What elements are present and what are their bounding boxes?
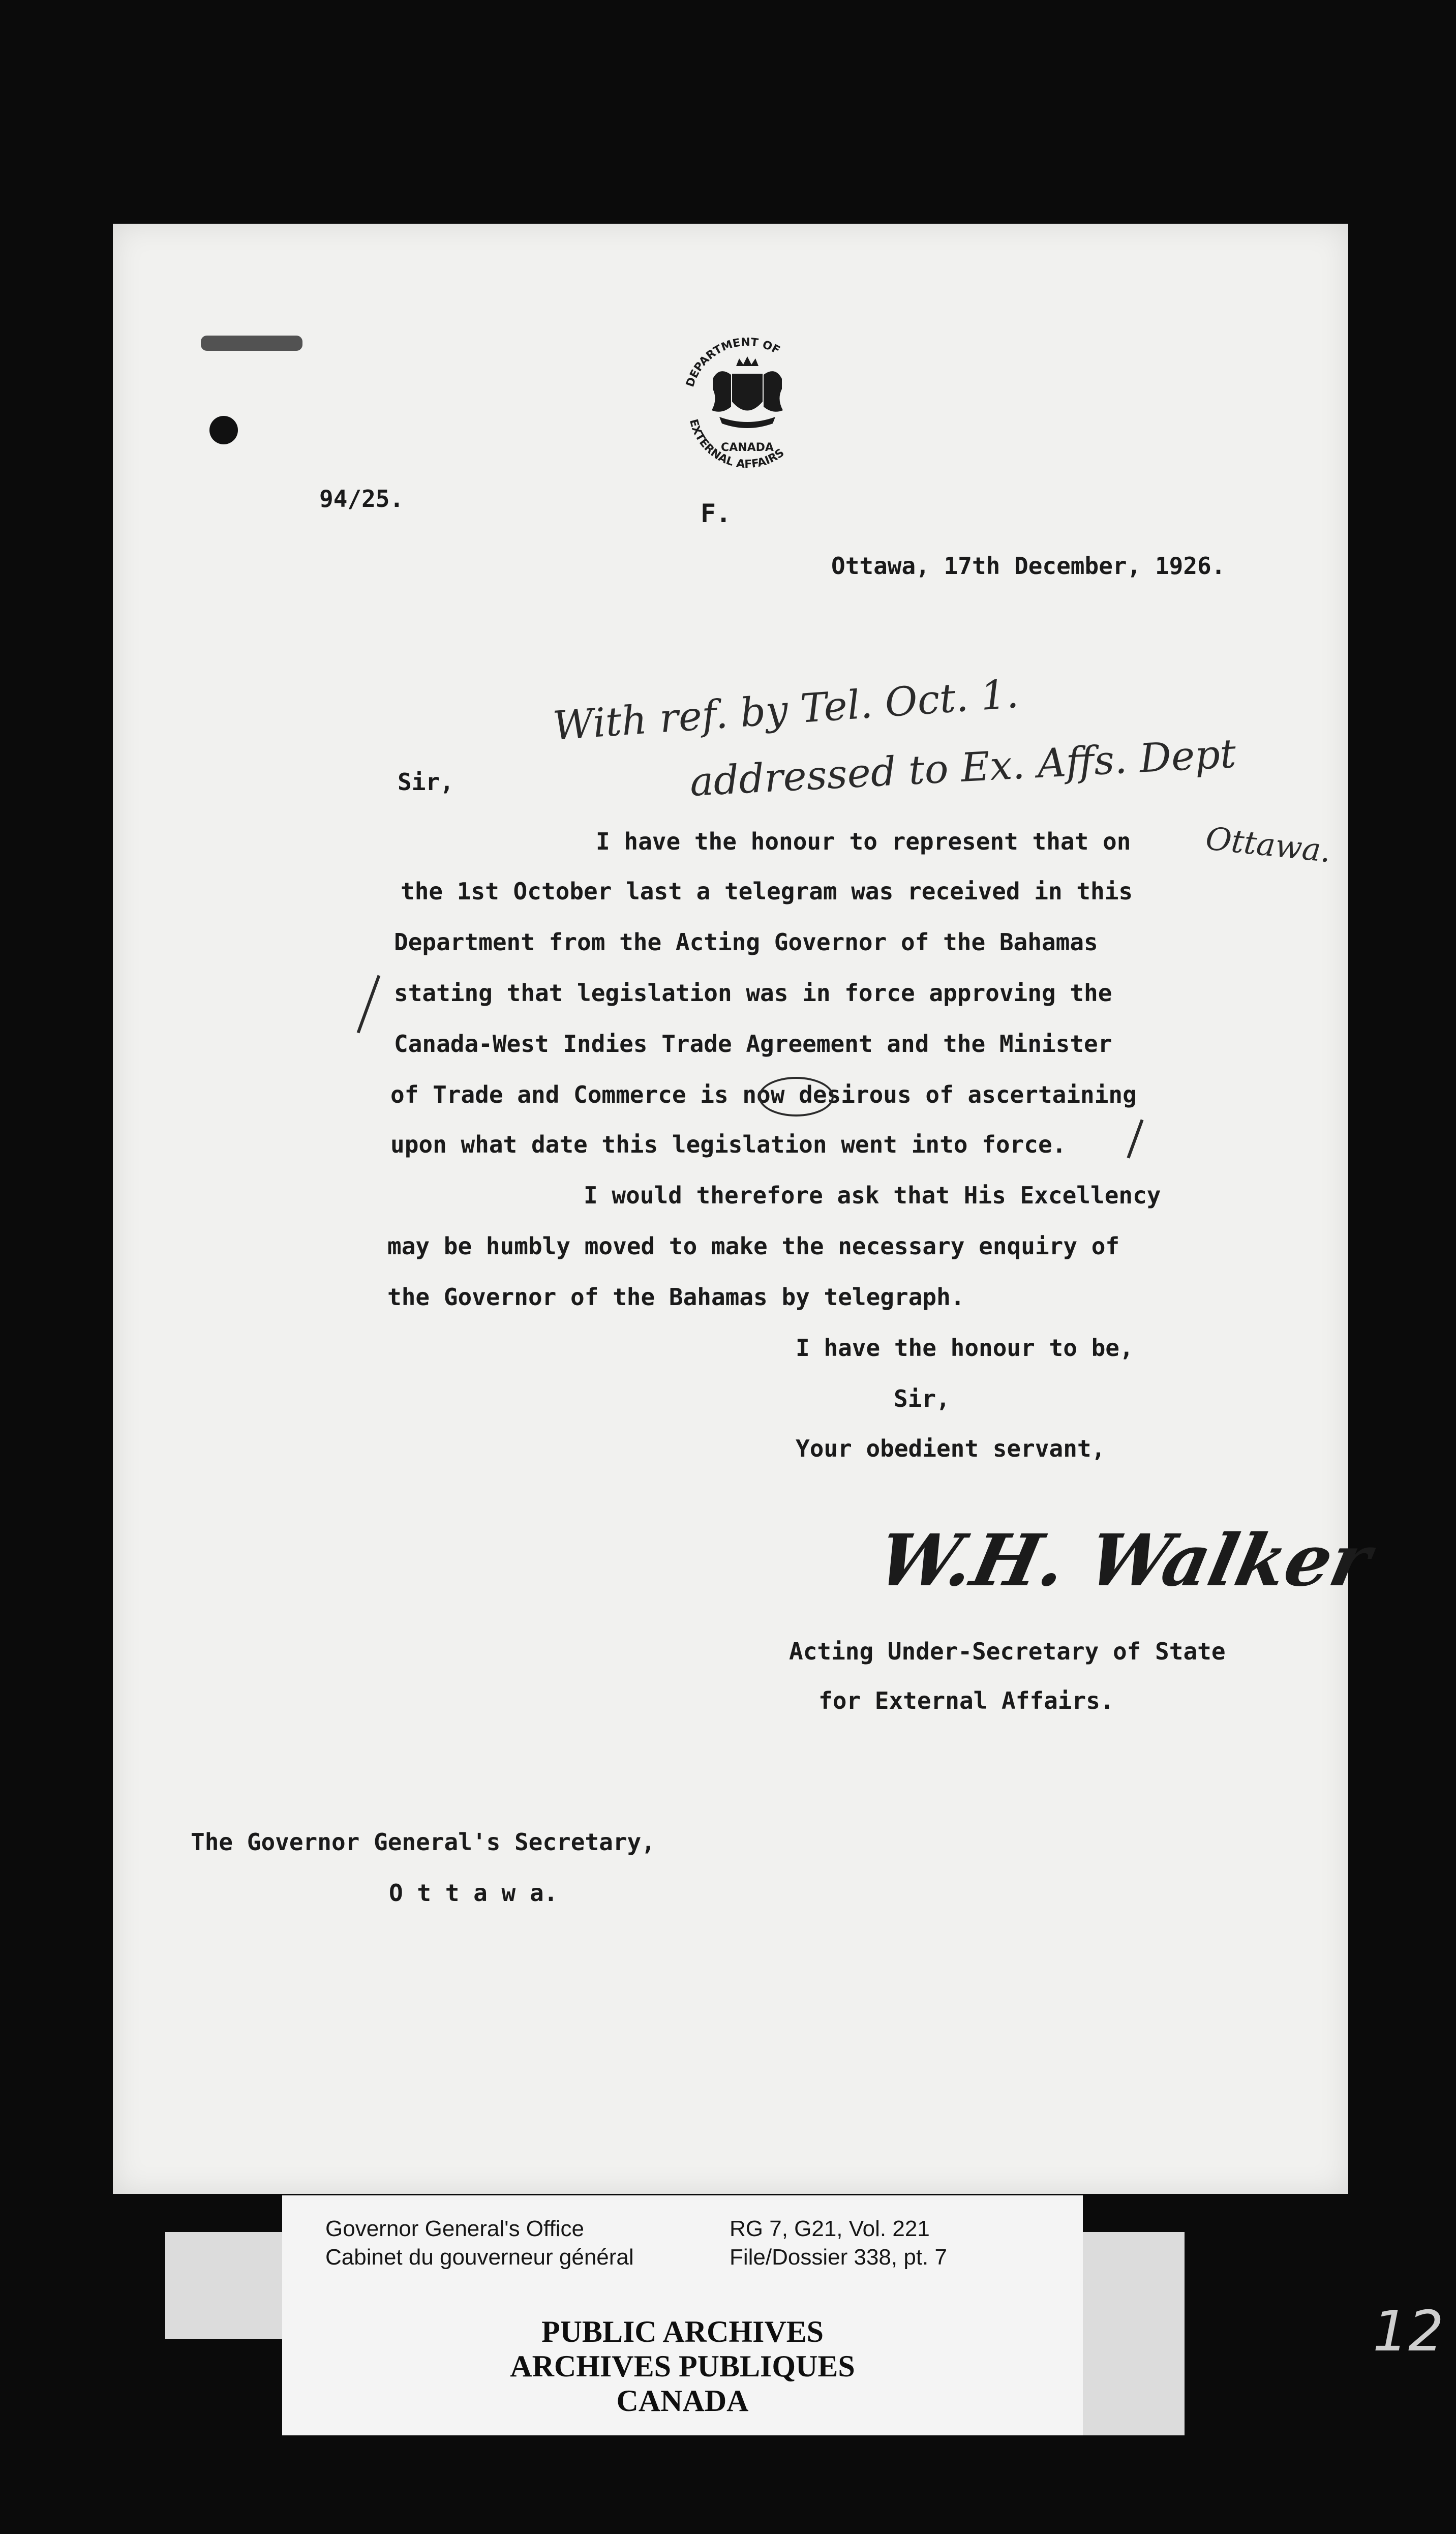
body-line-3: Department from the Acting Governor of the Bahamas	[394, 928, 1098, 956]
signature: W.H. Walker	[870, 1519, 1378, 1603]
handwritten-note-line1: With ref. by Tel. Oct. 1.	[551, 671, 1020, 749]
crest-country-text: CANADA	[721, 441, 774, 454]
paper-smudge	[201, 336, 302, 351]
left-film-tab	[165, 2232, 282, 2339]
body-line-5: Canada-West Indies Trade Agreement and the Minister	[394, 1030, 1112, 1058]
file-dossier: File/Dossier 338, pt. 7	[730, 2245, 947, 2270]
frame-number: 12	[1373, 2299, 1444, 2364]
punch-hole	[209, 416, 238, 444]
salutation: Sir,	[398, 768, 454, 796]
public-archives-stamp	[282, 2302, 1083, 2435]
department-crest	[671, 318, 824, 506]
recipient-line-2: O t t a w a.	[389, 1879, 558, 1907]
crest-arc-top-text: DEPARTMENT OF	[684, 336, 782, 389]
crest-arc-bottom-text: EXTERNAL AFFAIRS	[686, 417, 787, 471]
right-film-tab	[1083, 2232, 1185, 2435]
signer-title-line-1: Acting Under-Secretary of State	[789, 1638, 1226, 1665]
signer-title-line-2: for External Affairs.	[818, 1687, 1114, 1714]
handwritten-note-line3: Ottawa.	[1203, 820, 1333, 870]
closing-line-3: Your obedient servant,	[796, 1435, 1106, 1462]
crest-mark: F.	[701, 499, 732, 528]
archive-reference-label	[282, 2195, 1083, 2302]
body-line-6: of Trade and Commerce is now desirous of ascertaining	[390, 1081, 1137, 1108]
body-line-7: upon what date this legislation went into force.	[390, 1131, 1067, 1158]
body-line-2: the 1st October last a telegram was received in this	[401, 878, 1133, 905]
stamp-line-3: CANADA	[616, 2384, 749, 2418]
reference-number: RG 7, G21, Vol. 221	[730, 2216, 930, 2241]
body-line-1: I have the honour to represent that on	[596, 828, 1131, 855]
body-line-10: the Governor of the Bahamas by telegraph.	[387, 1283, 965, 1311]
stamp-line-1: PUBLIC ARCHIVES	[541, 2315, 824, 2348]
handwritten-note-line2: addressed to Ex. Affs. Dept	[688, 731, 1237, 805]
circle-mark-now	[759, 1077, 834, 1117]
closing-line-2: Sir,	[894, 1385, 950, 1412]
office-en: Governor General's Office	[325, 2216, 584, 2241]
place-date: Ottawa, 17th December, 1926.	[831, 552, 1226, 580]
closing-line-1: I have the honour to be,	[796, 1334, 1134, 1362]
file-number: 94/25.	[319, 485, 404, 512]
body-line-9: may be humbly moved to make the necessary enquiry of	[387, 1232, 1120, 1260]
body-line-8: I would therefore ask that His Excellency	[584, 1182, 1161, 1209]
body-line-4: stating that legislation was in force approving the	[394, 979, 1112, 1007]
office-fr: Cabinet du gouverneur général	[325, 2245, 634, 2270]
stamp-line-2: ARCHIVES PUBLIQUES	[510, 2349, 855, 2383]
recipient-line-1: The Governor General's Secretary,	[191, 1828, 655, 1856]
